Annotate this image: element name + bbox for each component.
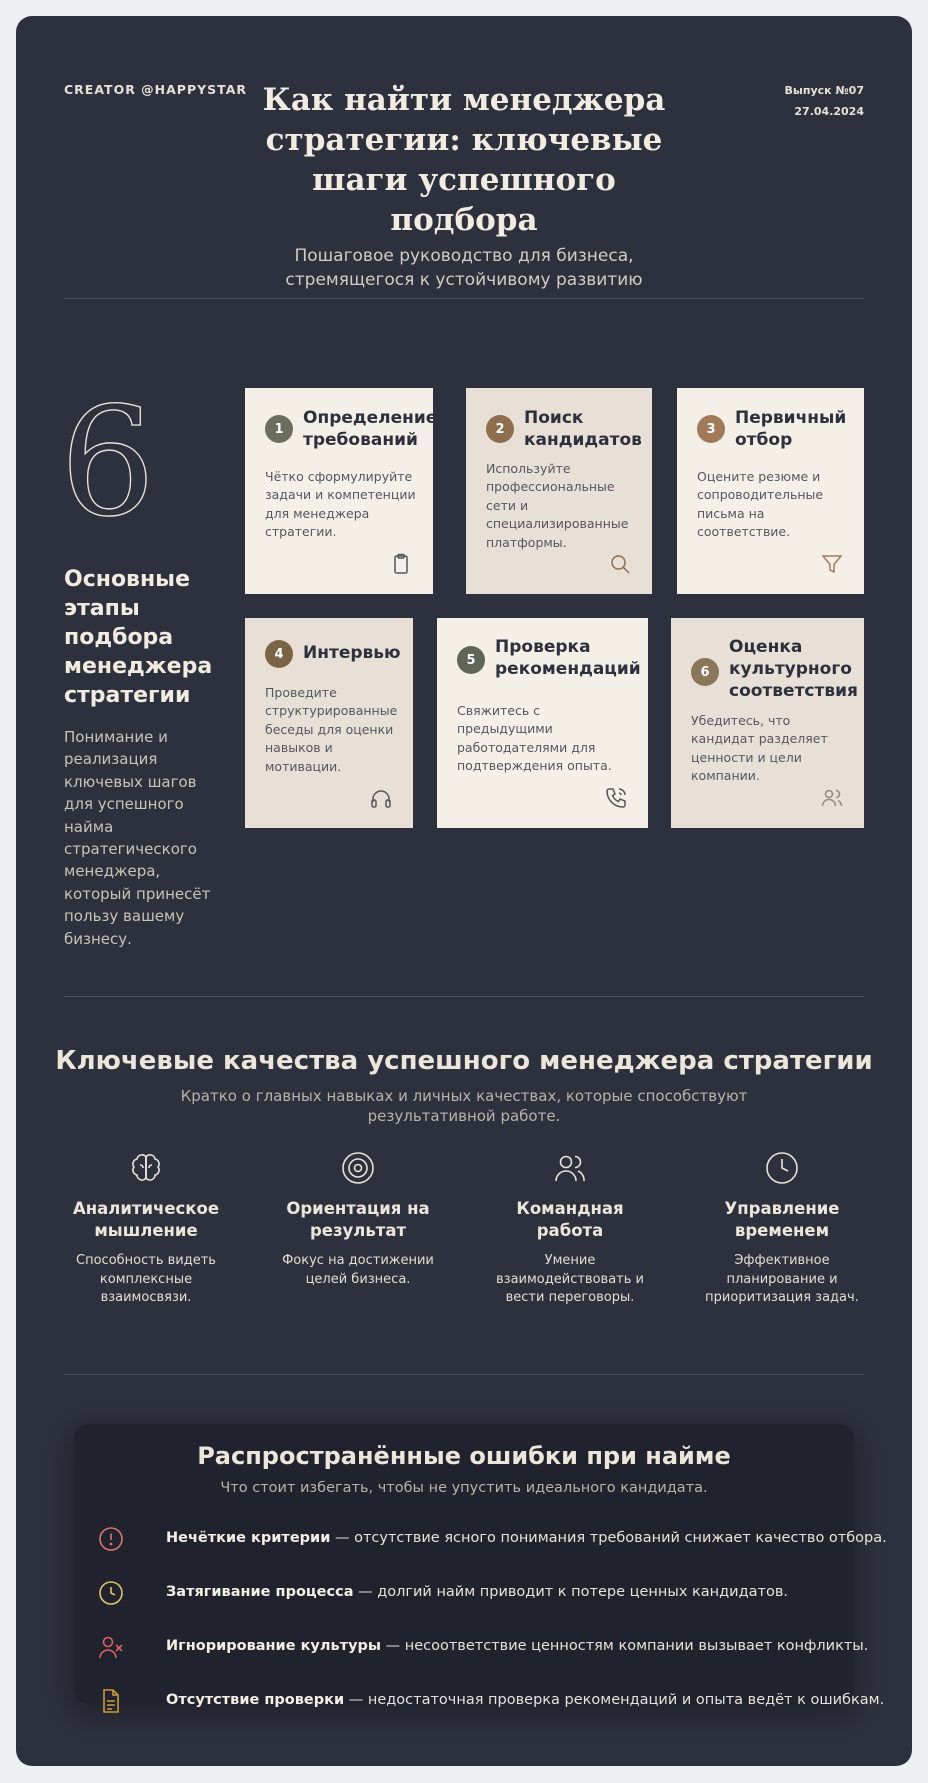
svg-text:6: 6	[60, 386, 156, 536]
step-number-6: 6	[691, 658, 719, 686]
stages-heading: Основные этапы подбора менеджера стратегии	[64, 567, 213, 708]
step-number-1: 1	[265, 415, 293, 443]
mistake-item	[98, 1578, 838, 1608]
mistake-text: Игнорирование культуры — несоответствие ценностям компании вызывает конфликты.	[166, 1638, 869, 1654]
step-title-2: Поиск кандидатов	[524, 408, 642, 450]
qualities-title: Ключевые качества успешного менеджера стратегии	[55, 1046, 873, 1076]
document-icon	[98, 1688, 124, 1714]
big-number	[56, 386, 186, 536]
target-icon	[340, 1150, 376, 1186]
stages-description: Понимание и реализация ключевых шагов для успешного найма стратегического менеджера, который принесёт пользу вашему бизнесу.	[64, 728, 211, 948]
step-card-4	[245, 618, 413, 828]
quality-desc: Эффективное планирование и приоритизация задач.	[705, 1253, 859, 1305]
headphones-icon	[369, 786, 393, 810]
clock-icon	[764, 1150, 800, 1186]
step-number-3: 3	[697, 415, 725, 443]
mistake-text: Нечёткие критерии — отсутствие ясного понимания требований снижает качество отбора.	[166, 1530, 887, 1546]
quality-name: Аналитическое мышление	[72, 1199, 220, 1240]
quality-name: Командная работа	[516, 1199, 624, 1240]
mistake-text: Отсутствие проверки — недостаточная проверка рекомендаций и опыта ведёт к ошибкам.	[166, 1692, 885, 1708]
infographic-card	[16, 16, 912, 1766]
clipboard-icon	[389, 552, 413, 576]
step-title-5: Проверка рекомендаций	[495, 637, 641, 679]
mistake-term: Затягивание процесса	[166, 1584, 354, 1600]
creator-label: CREATOR @HAPPYSTAR	[64, 82, 248, 97]
step-title-3: Первичный отбор	[735, 408, 847, 450]
issue-date: 27.04.2024	[794, 105, 864, 118]
alert-icon	[98, 1526, 124, 1552]
mistake-item	[98, 1524, 887, 1554]
qualities-subtitle: Кратко о главных навыках и личных качествах, которые способствуют результативной работе.	[180, 1087, 748, 1125]
step-title-6: Оценка культурного соответствия	[729, 637, 858, 701]
step-number-5: 5	[457, 646, 485, 674]
quality-item	[702, 1150, 862, 1308]
mistakes-title: Распространённые ошибки при найме	[197, 1442, 731, 1470]
step-title-1: Определение требований	[303, 408, 438, 450]
users-icon	[820, 786, 844, 810]
issue-info	[785, 80, 864, 122]
quality-desc: Способность видеть комплексные взаимосвязи.	[76, 1253, 216, 1305]
quality-name: Управление временем	[724, 1199, 840, 1240]
mistakes-panel	[74, 1424, 887, 1708]
step-desc-6: Убедитесь, что кандидат разделяет ценности и цели компании.	[691, 713, 828, 784]
mistake-term: Отсутствие проверки	[166, 1692, 345, 1708]
step-desc-3: Оцените резюме и сопроводительные письма на соответствие.	[697, 469, 824, 540]
phone-icon	[604, 786, 628, 810]
user-x-icon	[98, 1634, 124, 1660]
mistake-term: Нечёткие критерии	[166, 1530, 331, 1546]
mistake-term: Игнорирование культуры	[166, 1638, 382, 1654]
step-card-3	[677, 388, 864, 594]
step-title-4: Интервью	[303, 643, 401, 663]
issue-number: Выпуск №07	[784, 84, 864, 97]
divider	[64, 996, 864, 997]
search-icon	[608, 552, 632, 576]
divider	[64, 1374, 864, 1375]
quality-desc: Умение взаимодействовать и вести переговоры.	[496, 1253, 644, 1305]
step-number-4: 4	[265, 640, 293, 668]
team-icon	[552, 1150, 588, 1186]
divider	[64, 298, 864, 299]
mistake-item	[98, 1632, 869, 1662]
step-card-5	[437, 618, 648, 828]
step-desc-5: Свяжитесь с предыдущими работодателями для подтверждения опыта.	[457, 703, 612, 774]
step-desc-1: Чётко сформулируйте задачи и компетенции для менеджера стратегии.	[265, 469, 416, 540]
quality-item	[66, 1150, 226, 1308]
step-card-1	[245, 388, 438, 594]
page-subtitle: Пошаговое руководство для бизнеса, стремящегося к устойчивому развитию	[285, 246, 643, 290]
quality-name: Ориентация на результат	[286, 1199, 430, 1240]
mistake-item	[98, 1686, 885, 1716]
page-title: Как найти менеджера стратегии: ключевые шаги успешного подбора	[262, 82, 666, 238]
clock-icon	[98, 1580, 124, 1606]
mistakes-subtitle: Что стоит избегать, чтобы не упустить идеального кандидата.	[220, 1480, 708, 1496]
step-desc-4: Проведите структурированные беседы для оценки навыков и мотивации.	[265, 685, 398, 774]
step-desc-2: Используйте профессиональные сети и специализированные платформы.	[486, 461, 629, 550]
quality-item	[278, 1150, 438, 1289]
quality-desc: Фокус на достижении целей бизнеса.	[282, 1253, 434, 1287]
step-number-2: 2	[486, 415, 514, 443]
step-card-2	[466, 388, 652, 594]
mistake-text: Затягивание процесса — долгий найм приводит к потере ценных кандидатов.	[166, 1584, 788, 1600]
step-card-6	[671, 618, 864, 828]
quality-item	[490, 1150, 650, 1308]
brain-icon	[128, 1150, 164, 1186]
filter-icon	[820, 552, 844, 576]
